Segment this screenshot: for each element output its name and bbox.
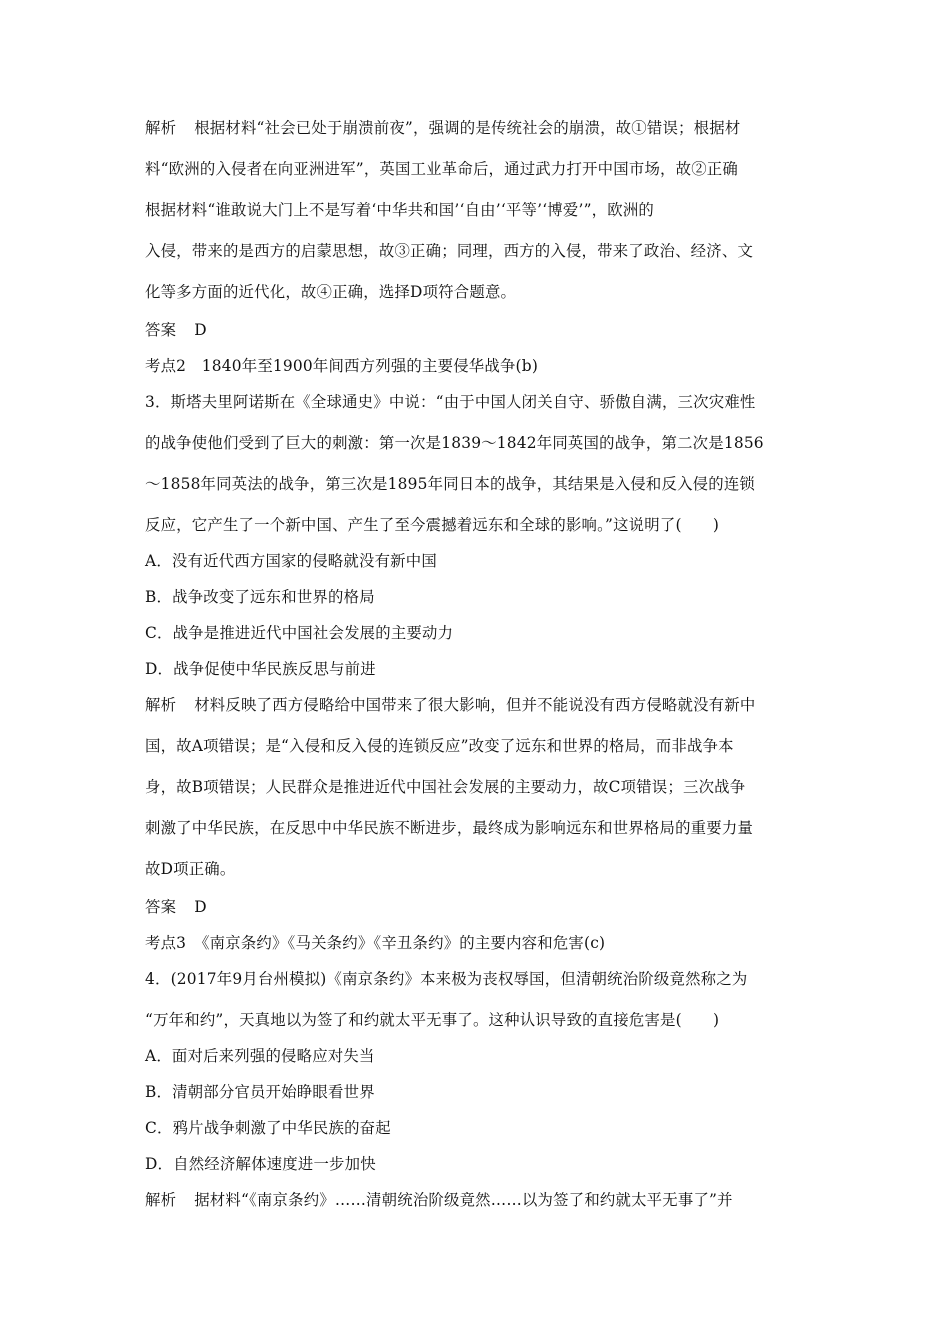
answer-label: 答案 [145,898,177,916]
question-stem-line: 反应，它产生了一个新中国、产生了至今震撼着远东和全球的影响。”这说明了( ) [145,516,720,534]
option-b: B．清朝部分官员开始睁眼看世界 [145,1083,375,1101]
answer-line [145,897,810,933]
option-a: A．没有近代西方国家的侵略就没有新中国 [145,552,437,570]
analysis-line: 化等多方面的近代化，故④正确，选择D项符合题意。 [145,283,517,301]
analysis-line: 解析 根据材料“社会已处于崩溃前夜”，强调的是传统社会的崩溃，故①错误；根据材 [145,119,741,137]
option-d: D．自然经济解体速度进一步加快 [145,1155,376,1173]
analysis-line: 国，故A项错误；是“入侵和反入侵的连锁反应”改变了远东和世界的格局，而非战争本 [145,737,734,755]
document-page [145,118,810,1226]
option-b: B．战争改变了远东和世界的格局 [145,588,375,606]
section-heading: 考点3 《南京条约》《马关条约》《辛丑条约》的主要内容和危害(c) [145,934,606,952]
analysis-line: 根据材料“谁敢说大门上不是写着‘中华共和国’‘自由’‘平等’‘博爱’”，欧洲的 [145,201,655,219]
option-c: C．战争是推进近代中国社会发展的主要动力 [145,624,454,642]
option-a: A．面对后来列强的侵略应对失当 [145,1047,375,1065]
question-stem-line: 4．(2017年9月台州模拟)《南京条约》本来极为丧权辱国，但清朝统治阶级竟然称之为 [145,970,748,988]
section-heading: 考点2 1840年至1900年间西方列强的主要侵华战争(b) [145,357,539,375]
question-stem-line: ～1858年同英法的战争，第三次是1895年同日本的战争，其结果是入侵和反入侵的连锁 [145,475,756,493]
answer-label: 答案 [145,321,177,339]
question-stem-line: 3．斯塔夫里阿诺斯在《全球通史》中说：“由于中国人闭关自守、骄傲自满，三次灾难性 [145,393,756,411]
answer-value: D [194,321,207,339]
analysis-line: 料“欧洲的入侵者在向亚洲进军”，英国工业革命后，通过武力打开中国市场，故②正确 [145,160,738,178]
analysis-label: 解析 [145,119,177,137]
option-c: C．鸦片战争刺激了中华民族的奋起 [145,1119,391,1137]
question-stem-line: “万年和约”，天真地以为签了和约就太平无事了。这种认识导致的直接危害是( ) [145,1011,720,1029]
analysis-line: 刺激了中华民族，在反思中中华民族不断进步，最终成为影响远东和世界格局的重要力量 [145,819,754,837]
answer-value: D [194,898,207,916]
analysis-line: 身，故B项错误；人民群众是推进近代中国社会发展的主要动力，故C项错误；三次战争 [145,778,746,796]
analysis-line: 入侵，带来的是西方的启蒙思想，故③正确；同理，西方的入侵，带来了政治、经济、文 [145,242,754,260]
option-d: D．战争促使中华民族反思与前进 [145,660,376,678]
analysis-line: 故D项正确。 [145,860,236,878]
analysis-label: 解析 [145,1191,177,1209]
question-stem-line: 的战争使他们受到了巨大的刺激：第一次是1839～1842年同英国的战争，第二次是1856 [145,434,764,452]
answer-line [145,320,810,356]
analysis-line: 解析 据材料“《南京条约》……清朝统治阶级竟然……以为签了和约就太平无事了”并 [145,1191,733,1209]
analysis-line: 解析 材料反映了西方侵略给中国带来了很大影响，但并不能说没有西方侵略就没有新中 [145,696,756,714]
analysis-label: 解析 [145,696,177,714]
